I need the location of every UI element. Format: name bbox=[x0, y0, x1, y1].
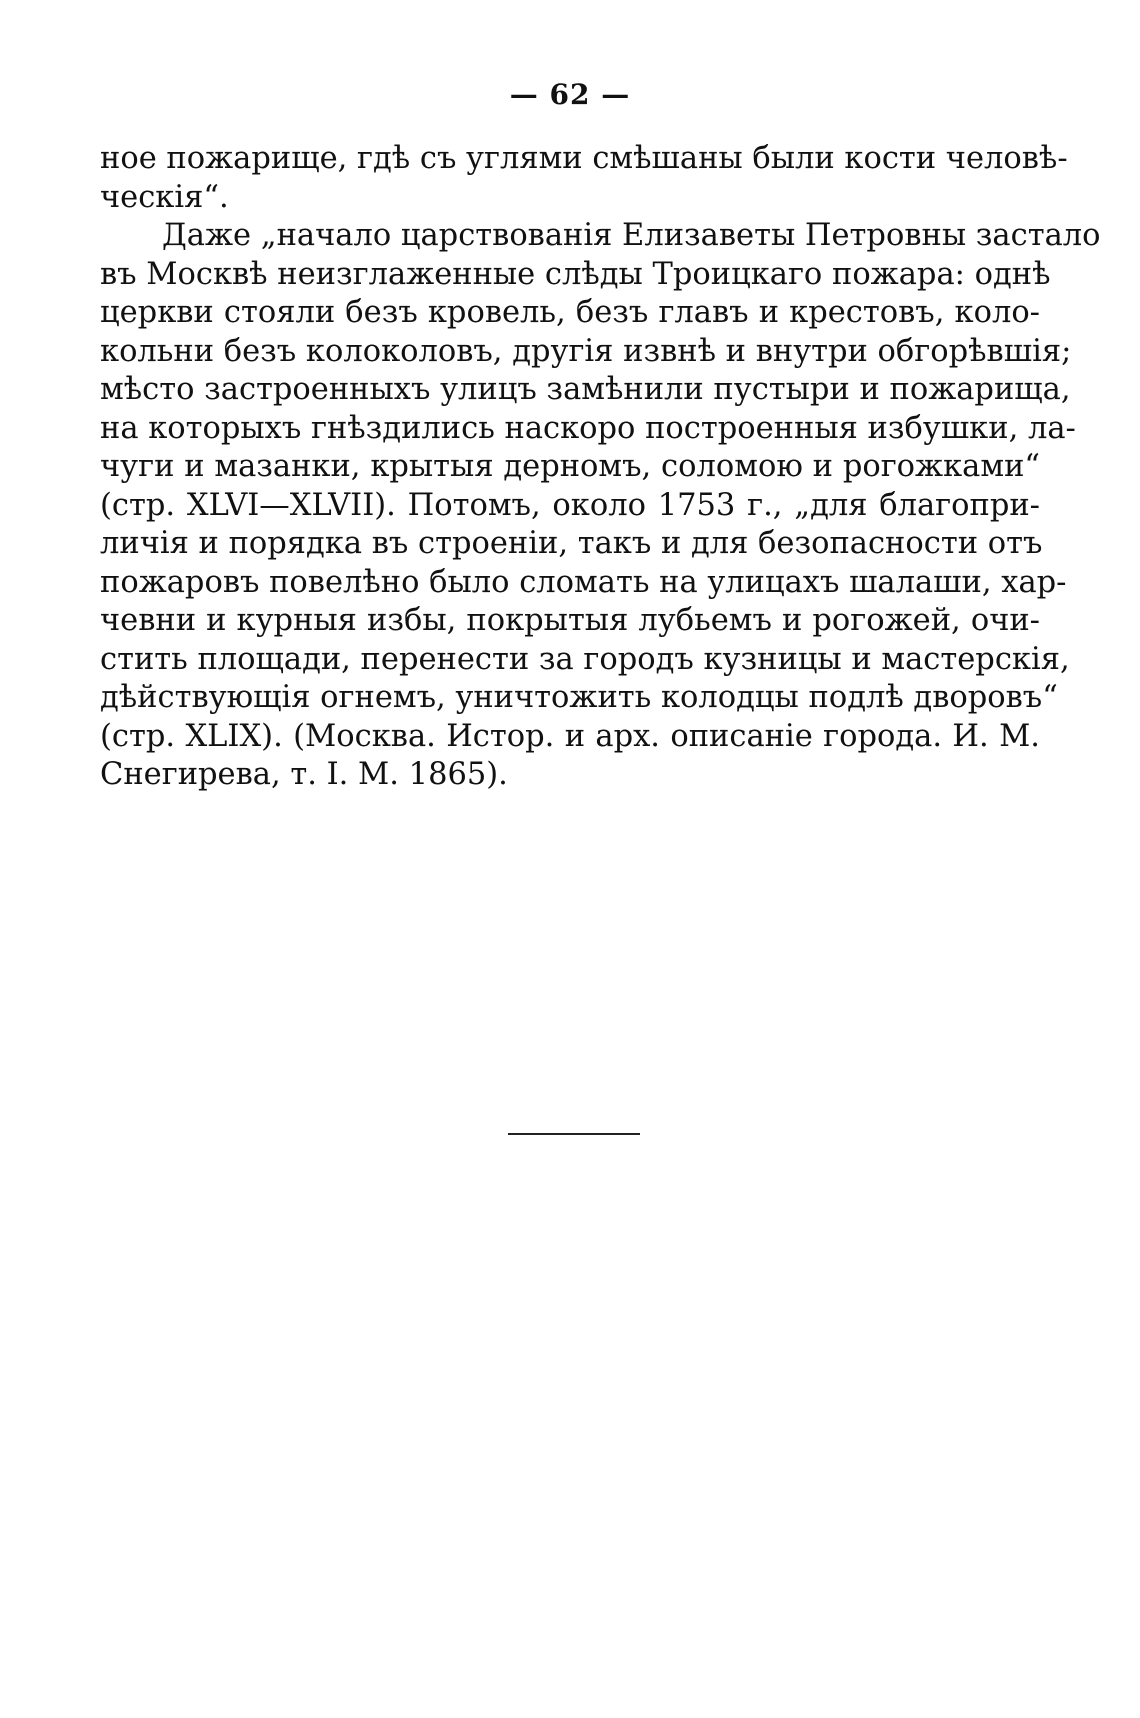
text-line: церкви стояли безъ кровель, безъ главъ и крестовъ, коло- bbox=[100, 295, 1040, 330]
text-line: Даже „начало царствованія Елизаветы Петровны застало bbox=[162, 218, 1101, 253]
text-line: стить площади, перенести за городъ кузницы и мастерскія, bbox=[100, 641, 1070, 677]
text-line: мѣсто застроенныхъ улицъ замѣнили пустыри и пожарища, bbox=[100, 372, 1071, 407]
text-line: (стр. XLVI—XLVII). Потомъ, около 1753 г., „для благопри- bbox=[100, 487, 1040, 523]
text-line: дѣйствующія огнемъ, уничтожить колодцы подлѣ дворовъ“ bbox=[100, 680, 1058, 715]
text-line: чуги и мазанки, крытыя дерномъ, соломою и рогожками“ bbox=[100, 449, 1040, 484]
body-text bbox=[100, 140, 1101, 795]
text-line: кольни безъ колоколовъ, другія извнѣ и внутри обгорѣвшія; bbox=[100, 333, 1072, 369]
section-divider bbox=[508, 1133, 640, 1135]
page-number: — 62 — bbox=[509, 78, 631, 111]
text-line: ческія“. bbox=[100, 179, 229, 215]
text-line: личія и порядка въ строеніи, такъ и для безопасности отъ bbox=[100, 526, 1043, 561]
text-line: (стр. XLIX). (Москва. Истор. и арх. описаніе города. И. М. bbox=[100, 718, 1040, 754]
text-line: въ Москвѣ неизглаженные слѣды Троицкаго пожара: однѣ bbox=[100, 256, 1051, 292]
text-line: чевни и курныя избы, покрытыя лубьемъ и рогожей, очи- bbox=[100, 603, 1040, 638]
text-line: ное пожарище, гдѣ съ углями смѣшаны были кости человѣ- bbox=[100, 141, 1068, 176]
text-line: Снегирева, т. I. М. 1865). bbox=[100, 757, 508, 792]
text-line: на которыхъ гнѣздились наскоро построенныя избушки, ла- bbox=[100, 410, 1076, 446]
text-line: пожаровъ повелѣно было сломать на улицахъ шалаши, хар- bbox=[100, 564, 1067, 600]
